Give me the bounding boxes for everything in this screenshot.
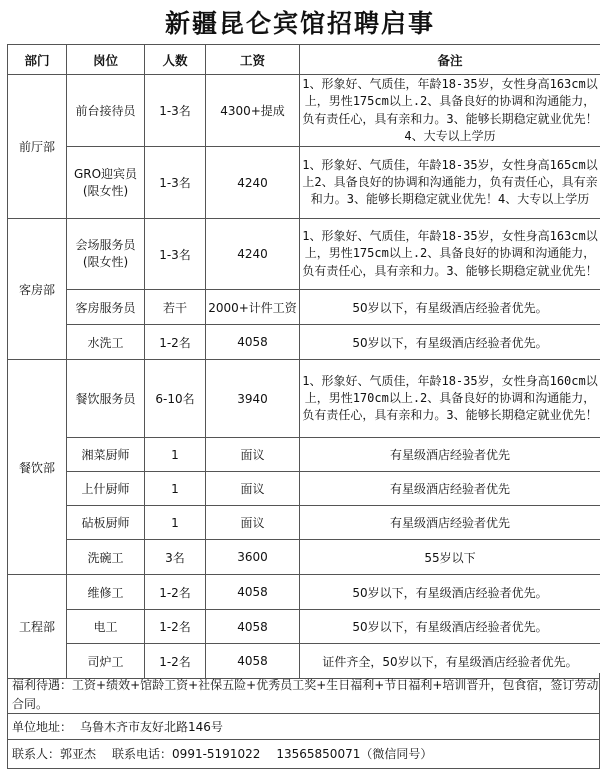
table-row xyxy=(8,147,600,219)
position-cell: 电工 xyxy=(67,610,145,644)
phone-2: 13565850071（微信同号） xyxy=(276,747,433,761)
header-count: 人数 xyxy=(145,45,206,75)
header-position: 岗位 xyxy=(67,45,145,75)
salary-cell: 4240 xyxy=(206,147,300,219)
position-cell: 水洗工 xyxy=(67,325,145,360)
notes-cell: 1、形象好、气质佳，年龄18-35岁，女性身高163cm以上，男性175cm以上.2、具备良好的协调和沟通能力，负有责任心，具有亲和力。3、能够长期稳定就业优先！ xyxy=(300,219,600,290)
count-cell: 3名 xyxy=(145,540,206,575)
recruitment-table xyxy=(7,44,600,679)
contact-row xyxy=(7,740,600,769)
notes-cell: 50岁以下，有星级酒店经验者优先。 xyxy=(300,325,600,360)
table-row xyxy=(8,540,600,575)
position-cell: 司炉工 xyxy=(67,644,145,679)
notes-cell: 有星级酒店经验者优先 xyxy=(300,438,600,472)
notes-cell: 50岁以下，有星级酒店经验者优先。 xyxy=(300,610,600,644)
notes-cell: 有星级酒店经验者优先 xyxy=(300,472,600,506)
table-row xyxy=(8,290,600,325)
salary-cell: 面议 xyxy=(206,438,300,472)
count-cell: 1-2名 xyxy=(145,644,206,679)
position-cell: 前台接待员 xyxy=(67,75,145,147)
contact-name: 郭亚杰 xyxy=(60,747,97,761)
header-notes: 备注 xyxy=(300,45,600,75)
salary-cell: 4058 xyxy=(206,575,300,610)
phone-label: 联系电话： xyxy=(112,747,173,761)
position-cell: 砧板厨师 xyxy=(67,506,145,540)
table-row xyxy=(8,75,600,147)
salary-cell: 4058 xyxy=(206,325,300,360)
position-line: (限女性) xyxy=(82,255,129,269)
position-cell: 上什厨师 xyxy=(67,472,145,506)
count-cell: 1-3名 xyxy=(145,147,206,219)
notes-cell: 1、形象好、气质佳，年龄18-35岁，女性身高163cm以上，男性175cm以上.2、具备良好的协调和沟通能力，负有责任心，具有亲和力。3、能够长期稳定就业优先！4、大专以上学历 xyxy=(300,75,600,147)
address-text: 乌鲁木齐市友好北路146号 xyxy=(80,720,223,734)
dept-food: 餐饮部 xyxy=(8,360,67,575)
count-cell: 若干 xyxy=(145,290,206,325)
count-cell: 6-10名 xyxy=(145,360,206,438)
table-row xyxy=(8,325,600,360)
table-row xyxy=(8,506,600,540)
dept-eng: 工程部 xyxy=(8,575,67,679)
address-row xyxy=(7,714,600,740)
contact-label: 联系人： xyxy=(12,747,61,761)
table-row xyxy=(8,219,600,290)
position-line: 会场服务员 xyxy=(75,238,136,252)
count-cell: 1-2名 xyxy=(145,575,206,610)
header-salary: 工资 xyxy=(206,45,300,75)
position-cell: 餐饮服务员 xyxy=(67,360,145,438)
table-header-row xyxy=(8,45,600,75)
position-line: GRO迎宾员 xyxy=(73,166,138,181)
count-cell: 1 xyxy=(145,506,206,540)
position-line: (限女性) xyxy=(82,183,129,198)
page-title: 新疆昆仑宾馆招聘启事 xyxy=(164,9,435,38)
salary-cell: 2000+计件工资 xyxy=(206,290,300,325)
notes-cell: 证件齐全，50岁以下，有星级酒店经验者优先。 xyxy=(300,644,600,679)
benefits-text: 工资+绩效+馆龄工资+社保五险+优秀员工奖+生日福利+节日福利+培训晋升，包食宿，签订劳动合同。 xyxy=(12,678,599,711)
benefits-row xyxy=(7,673,600,714)
salary-cell: 3600 xyxy=(206,540,300,575)
notes-cell: 50岁以下，有星级酒店经验者优先。 xyxy=(300,290,600,325)
table-row xyxy=(8,575,600,610)
position-cell: 维修工 xyxy=(67,575,145,610)
count-cell: 1-2名 xyxy=(145,610,206,644)
count-cell: 1 xyxy=(145,438,206,472)
table-row xyxy=(8,360,600,438)
notes-cell: 1、形象好、气质佳，年龄18-35岁，女性身高160cm以上，男性170cm以上.2、具备良好的协调和沟通能力，负有责任心，具有亲和力。3、能够长期稳定就业优先！ xyxy=(300,360,600,438)
position-cell: 湘菜厨师 xyxy=(67,438,145,472)
salary-cell: 4300+提成 xyxy=(206,75,300,147)
notes-cell: 50岁以下，有星级酒店经验者优先。 xyxy=(300,575,600,610)
count-cell: 1-3名 xyxy=(145,75,206,147)
position-cell: 洗碗工 xyxy=(67,540,145,575)
notes-cell: 有星级酒店经验者优先 xyxy=(300,506,600,540)
header-dept: 部门 xyxy=(8,45,67,75)
position-cell xyxy=(67,147,145,219)
benefits-label: 福利待遇： xyxy=(12,678,73,692)
table-row xyxy=(8,472,600,506)
phone-1: 0991-5191022 xyxy=(172,747,261,761)
position-cell xyxy=(67,219,145,290)
dept-front: 前厅部 xyxy=(8,75,67,219)
salary-cell: 面议 xyxy=(206,506,300,540)
dept-room: 客房部 xyxy=(8,219,67,360)
position-cell: 客房服务员 xyxy=(67,290,145,325)
count-cell: 1-3名 xyxy=(145,219,206,290)
salary-cell: 4240 xyxy=(206,219,300,290)
salary-cell: 3940 xyxy=(206,360,300,438)
notes-cell: 55岁以下 xyxy=(300,540,600,575)
count-cell: 1 xyxy=(145,472,206,506)
notes-cell: 1、形象好、气质佳，年龄18-35岁，女性身高165cm以上2、具备良好的协调和沟通能力，负有责任心，具有亲和力。3、能够长期稳定就业优先！4、大专以上学历 xyxy=(300,147,600,219)
salary-cell: 4058 xyxy=(206,610,300,644)
address-label: 单位地址： xyxy=(12,720,73,734)
table-row xyxy=(8,610,600,644)
salary-cell: 4058 xyxy=(206,644,300,679)
salary-cell: 面议 xyxy=(206,472,300,506)
count-cell: 1-2名 xyxy=(145,325,206,360)
table-row xyxy=(8,438,600,472)
